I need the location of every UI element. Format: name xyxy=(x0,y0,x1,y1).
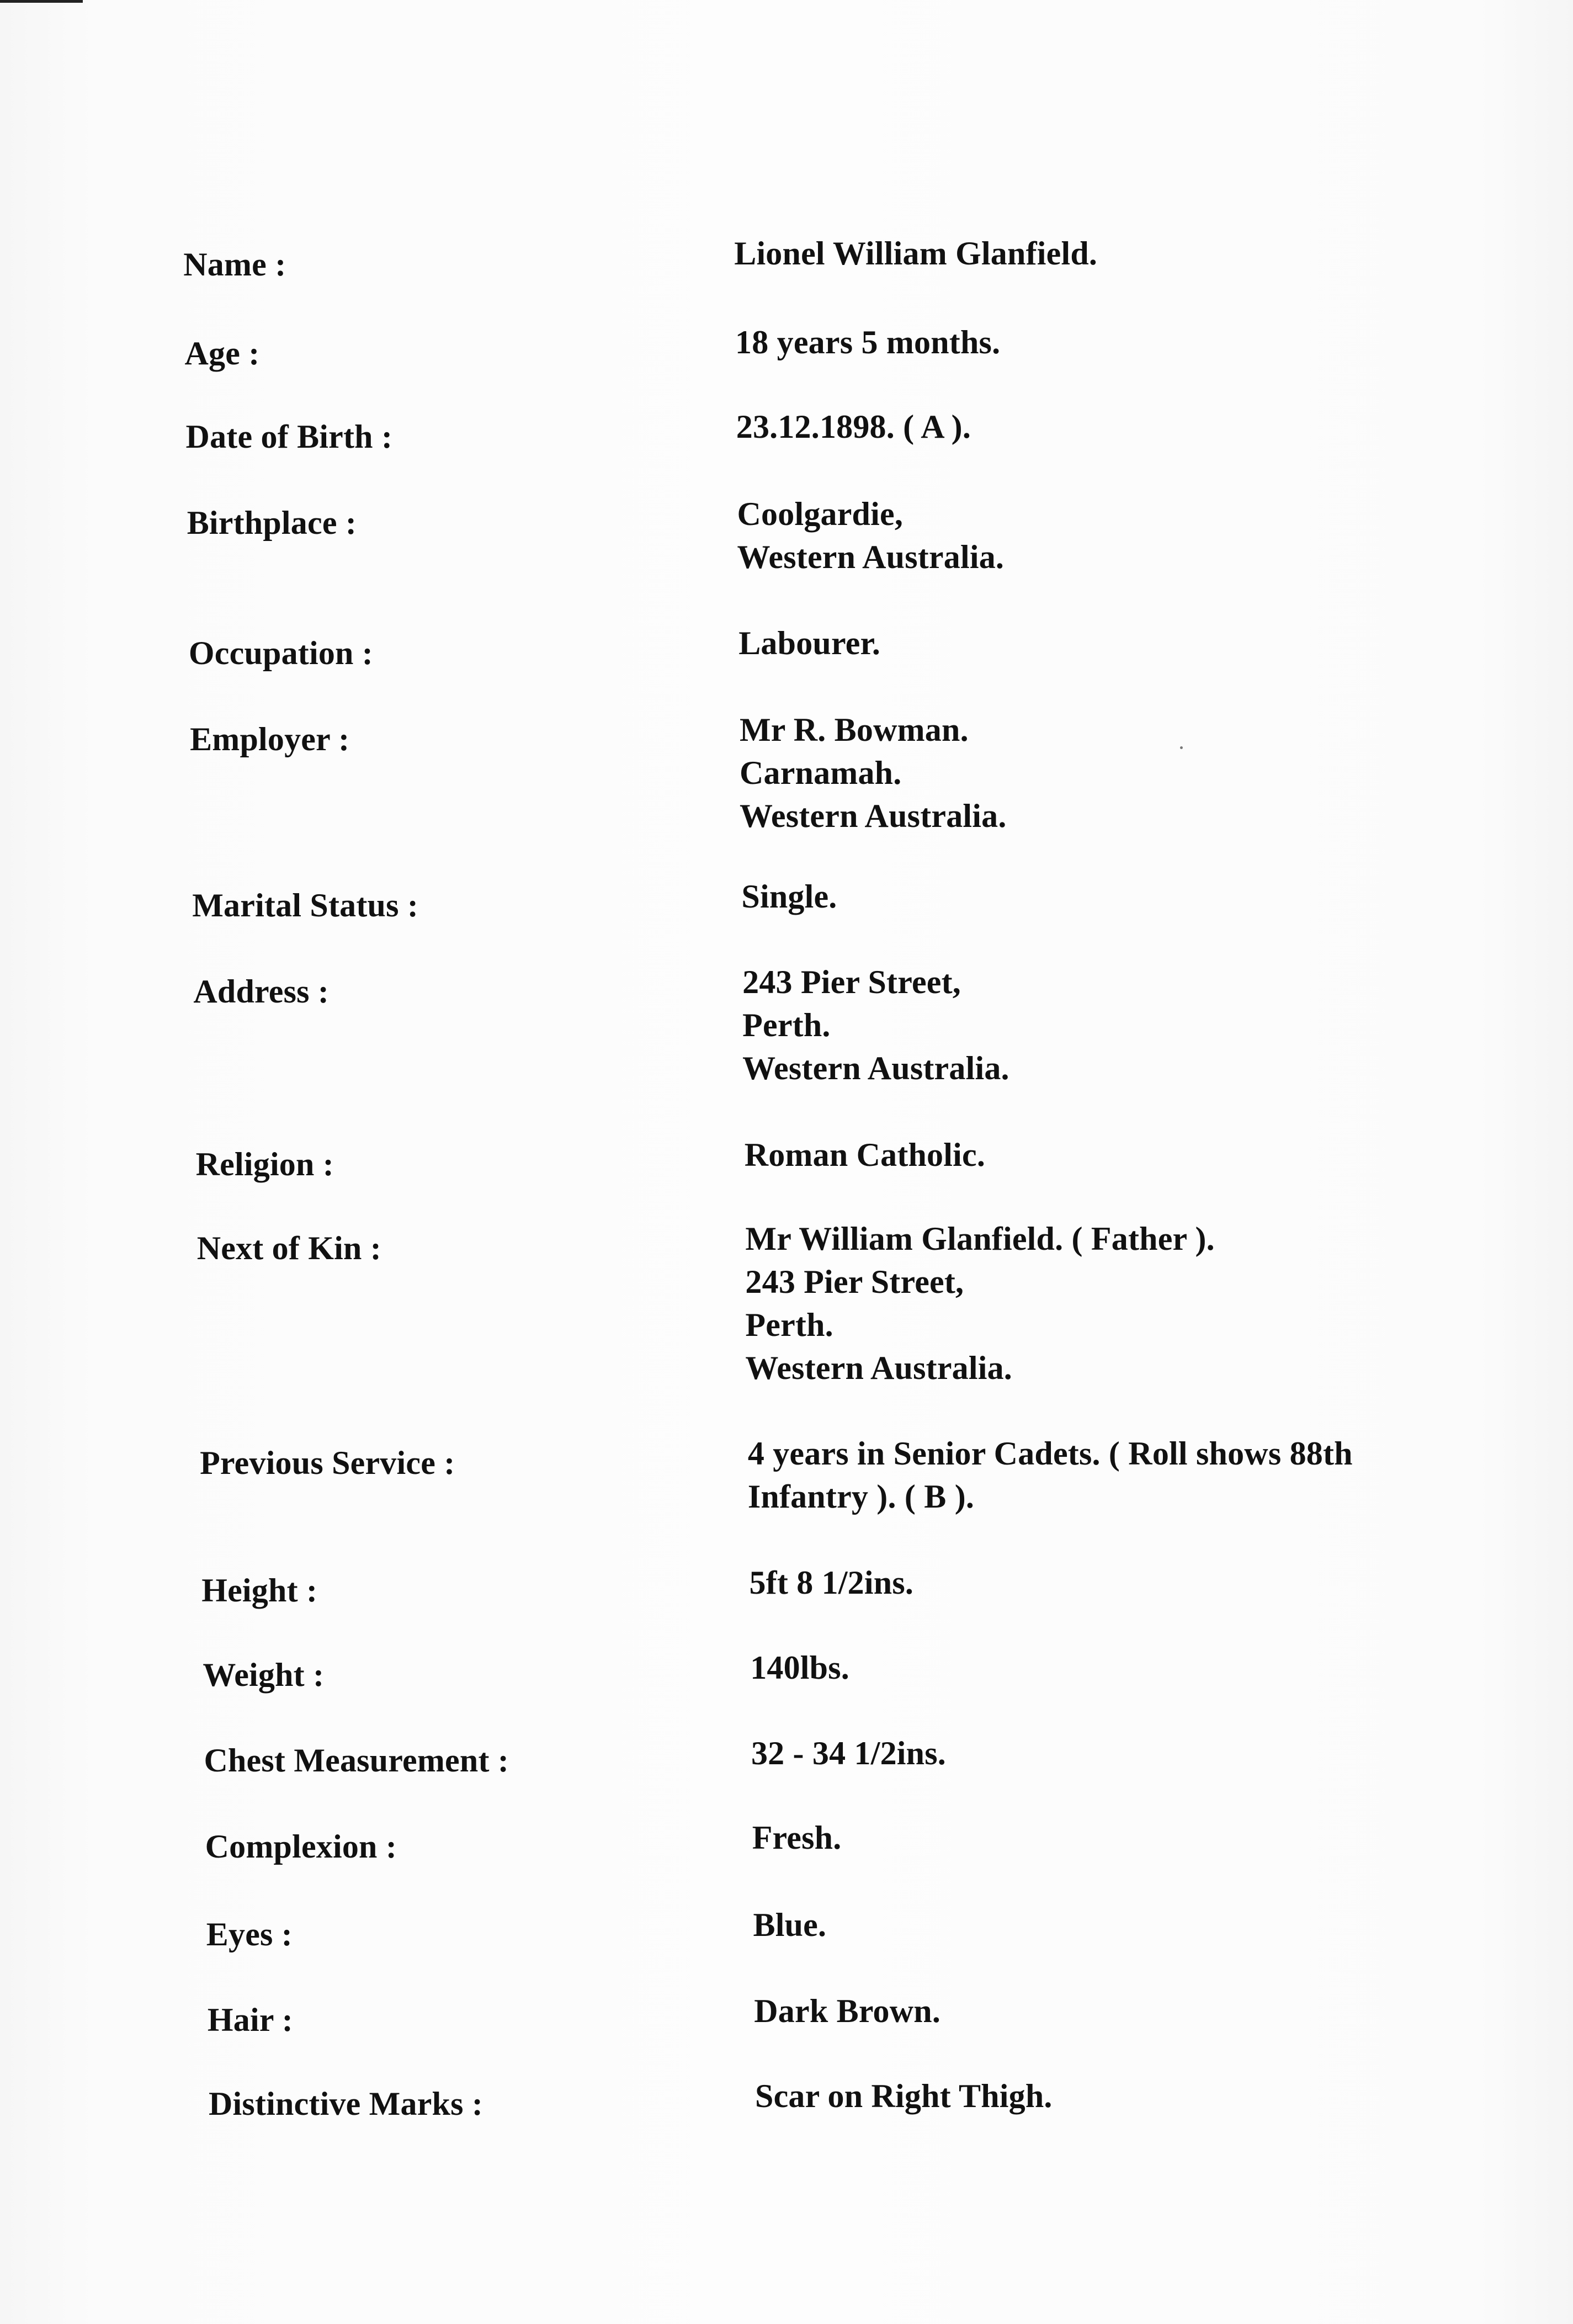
field-value-line: Scar on Right Thigh. xyxy=(755,2078,1053,2114)
field-value xyxy=(748,1432,1353,1518)
field-value-line: Perth. xyxy=(745,1307,833,1343)
field-label: Date of Birth : xyxy=(185,418,393,455)
field-value-line: Mr R. Bowman. xyxy=(739,712,969,748)
field-value xyxy=(750,1646,849,1689)
field-value-line: Roman Catholic. xyxy=(744,1137,986,1173)
field-value-line: Western Australia. xyxy=(739,798,1007,834)
scan-edge-mark xyxy=(0,0,83,3)
field-label: Hair : xyxy=(207,2002,293,2038)
field-value-line: Dark Brown. xyxy=(754,1993,941,2029)
field-value xyxy=(745,1217,1214,1389)
field-label: Chest Measurement : xyxy=(204,1742,509,1779)
field-value xyxy=(737,492,1005,579)
field-value-line: Labourer. xyxy=(738,625,881,661)
field-label: Weight : xyxy=(203,1657,325,1693)
field-value-line: 4 years in Senior Cadets. ( Roll shows 88th xyxy=(747,1435,1353,1472)
field-value-line: 23.12.1898. ( A ). xyxy=(736,408,971,445)
field-value xyxy=(738,622,880,665)
field-value xyxy=(749,1561,913,1604)
field-value xyxy=(740,708,1007,837)
field-label: Marital Status : xyxy=(192,887,419,924)
field-label: Employer : xyxy=(190,721,350,757)
field-value-line: Perth. xyxy=(742,1007,831,1043)
field-value xyxy=(753,1903,827,1946)
field-value-line: Western Australia. xyxy=(737,539,1005,575)
field-value xyxy=(752,1816,842,1859)
field-value-line: Infantry ). ( B ). xyxy=(747,1478,975,1515)
field-label: Address : xyxy=(193,973,330,1010)
field-value-line: Single. xyxy=(741,878,837,915)
field-value-line: Fresh. xyxy=(752,1819,842,1856)
field-value xyxy=(742,961,1009,1090)
field-value-line: Lionel William Glanfield. xyxy=(734,235,1098,272)
field-label: Eyes : xyxy=(206,1916,293,1952)
field-label: Complexion : xyxy=(205,1828,397,1865)
field-value-line: Coolgardie, xyxy=(737,496,904,532)
field-value-line: 18 years 5 months. xyxy=(735,324,1001,360)
field-value xyxy=(751,1732,946,1775)
field-value xyxy=(735,321,1000,364)
field-value xyxy=(736,405,971,448)
field-value xyxy=(754,1989,940,2033)
scan-speck xyxy=(1180,746,1183,749)
field-value-line: Western Australia. xyxy=(745,1350,1012,1386)
field-label: Height : xyxy=(201,1572,318,1609)
field-label: Name : xyxy=(183,246,286,283)
field-label: Occupation : xyxy=(188,635,373,671)
field-value xyxy=(734,232,1097,275)
field-value-line: 243 Pier Street, xyxy=(742,964,961,1000)
field-value-line: 243 Pier Street, xyxy=(745,1264,964,1300)
field-value-line: 140lbs. xyxy=(750,1649,849,1686)
field-value xyxy=(741,875,837,918)
field-label: Previous Service : xyxy=(200,1445,455,1481)
field-value-line: Mr William Glanfield. ( Father ). xyxy=(745,1221,1215,1257)
field-label: Birthplace : xyxy=(187,505,357,541)
field-value-line: Western Australia. xyxy=(742,1050,1009,1086)
field-label: Distinctive Marks : xyxy=(209,2086,483,2122)
field-value-line: 5ft 8 1/2ins. xyxy=(749,1564,914,1601)
field-label: Age : xyxy=(184,335,260,372)
field-value xyxy=(745,1133,985,1176)
field-label: Next of Kin : xyxy=(196,1230,381,1266)
field-value-line: Carnamah. xyxy=(739,755,902,791)
field-value-line: 32 - 34 1/2ins. xyxy=(751,1735,946,1771)
field-value-line: Blue. xyxy=(753,1907,827,1943)
field-value xyxy=(755,2074,1053,2118)
field-label: Religion : xyxy=(195,1146,334,1182)
